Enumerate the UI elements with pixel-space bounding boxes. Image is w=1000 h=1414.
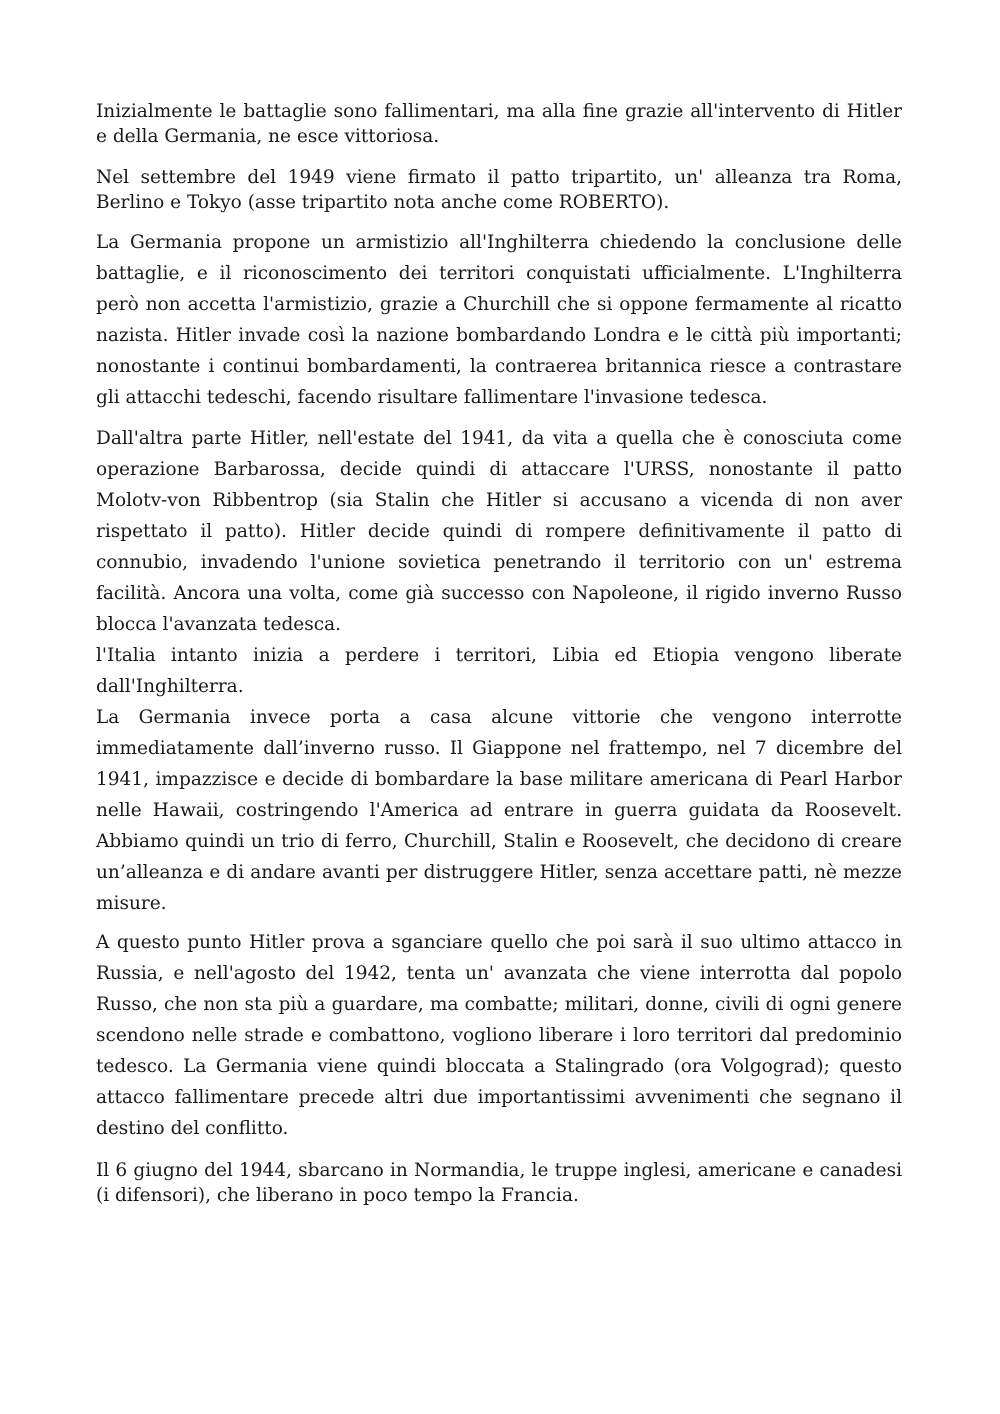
- paragraph-4: Dall'altra parte Hitler, nell'estate del 1941, da vita a quella che è conosciuta come operazione Barbarossa, decide quindi di attaccare l'URSS, nonostante il patto Molotv-von Ribbentrop (sia Stalin che Hitler si accusano a vicenda di non aver rispettato il patto). Hitler decide quindi di rompere definitivamente il patto di connubio, invadendo l'unione sovietica penetrando il territorio con un' estrema facilità. Ancora una volta, come già successo con Napoleone, il rigido inverno Russo blocca l'avanzata tedesca.: [96, 428, 902, 635]
- paragraph-3: La Germania propone un armistizio all'Inghilterra chiedendo la conclusione delle battaglie, e il riconoscimento dei territori conquistati ufficialmente. L'Inghilterra però non accetta l'armistizio, grazie a Churchill che si oppone fermamente al ricatto nazista. Hitler invade così la nazione bombardando Londra e le città più importanti; nonostante i continui bombardamenti, la contraerea britannica riesce a contrastare gli attacchi tedeschi, facendo risultare fallimentare l'invasione tedesca.: [96, 232, 902, 408]
- paragraph-5: l'Italia intanto inizia a perdere i territori, Libia ed Etiopia vengono liberate dall'Inghilterra.: [96, 645, 902, 697]
- paragraph-7: A questo punto Hitler prova a sganciare quello che poi sarà il suo ultimo attacco in Russia, e nell'agosto del 1942, tenta un' avanzata che viene interrotta dal popolo Russo, che non sta più a guardare, ma combatte; militari, donne, civili di ogni genere scendono nelle strade e combattono, vogliono liberare i loro territori dal predominio tedesco. La Germania viene quindi bloccata a Stalingrado (ora Volgograd); questo attacco fallimentare precede altri due importantissimi avvenimenti che segnano il destino del conflitto.: [96, 932, 902, 1139]
- paragraph-8: Il 6 giugno del 1944, sbarcano in Normandia, le truppe inglesi, americane e canadesi (i difensori), che liberano in poco tempo la Francia.: [96, 1160, 902, 1206]
- document-body: [96, 99, 902, 1208]
- paragraph-2: Nel settembre del 1949 viene firmato il patto tripartito, un' alleanza tra Roma, Berlino e Tokyo (asse tripartito nota anche come ROBERTO).: [96, 167, 902, 213]
- paragraph-1: Inizialmente le battaglie sono fallimentari, ma alla fine grazie all'intervento di Hitler e della Germania, ne esce vittoriosa.: [96, 101, 902, 147]
- paragraph-6: La Germania invece porta a casa alcune vittorie che vengono interrotte immediatamente dall’inverno russo. Il Giappone nel frattempo, nel 7 dicembre del 1941, impazzisce e decide di bombardare la base militare americana di Pearl Harbor nelle Hawaii, costringendo l'America ad entrare in guerra guidata da Roosevelt. Abbiamo quindi un trio di ferro, Churchill, Stalin e Roosevelt, che decidono di creare un’alleanza e di andare avanti per distruggere Hitler, senza accettare patti, nè mezze misure.: [96, 707, 902, 914]
